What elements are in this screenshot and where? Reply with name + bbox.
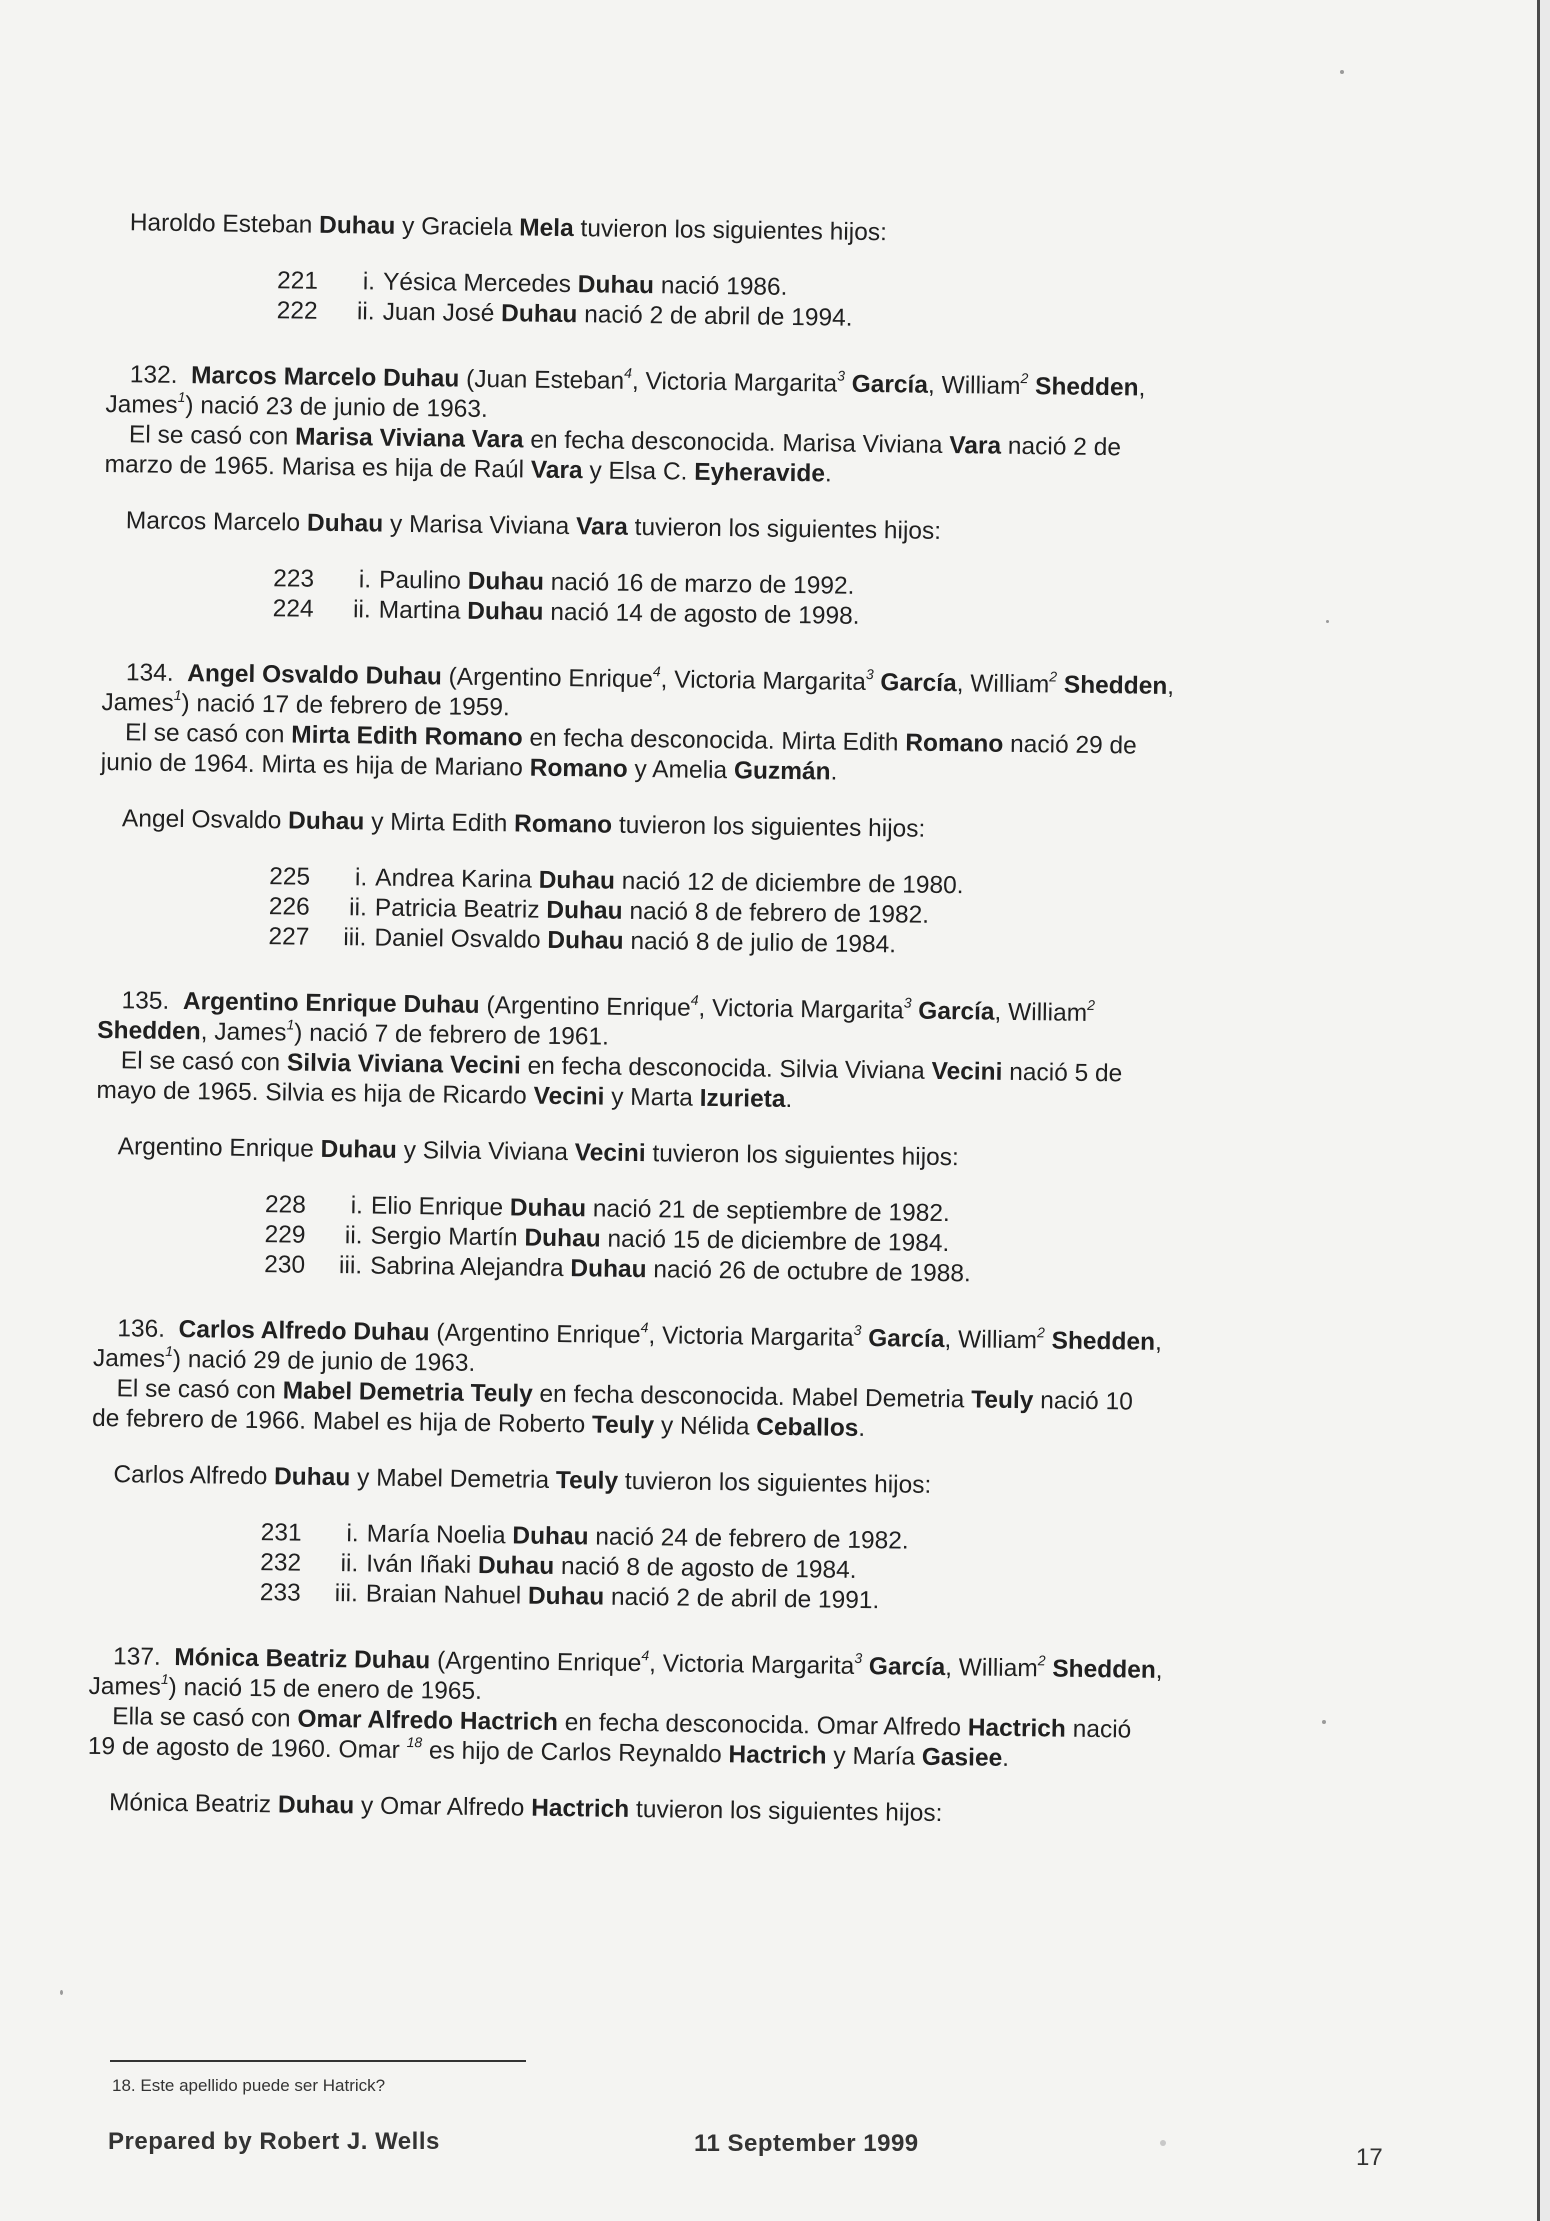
children-intro: Angel Osvaldo Duhau y Mirta Edith Romano tuvieron los siguientes hijos:: [121, 805, 926, 843]
children-intro: Mónica Beatriz Duhau y Omar Alfredo Hactrich tuvieron los siguientes hijos:: [108, 1789, 943, 1828]
child-number: 232: [260, 1549, 302, 1577]
child-index: i.: [358, 566, 372, 594]
person-entry-132: 132. Marcos Marcelo Duhau (Juan Esteban$^4$, Victoria Margarita$^3$ García, William$^2$ Shedden, James$^1$) nació 23 de junio de 1963. El se casó con Marisa Viviana Vara en fecha desconocida. Marisa Viviana Vara nació 2 de marzo de 1965. Marisa es hija de Raúl Vara y Elsa C. Eyheravide.: [104, 361, 1146, 488]
child-index: i.: [354, 864, 368, 892]
scan-speck: [1326, 620, 1329, 623]
child-number: 222: [276, 297, 318, 325]
child-index: ii.: [340, 1550, 359, 1578]
child-text: Andrea Karina Duhau nació 12 de diciembre de 1980.: [375, 864, 964, 900]
child-text: Patricia Beatriz Duhau nació 8 de febrero de 1982.: [374, 894, 930, 929]
child-text: Elio Enrique Duhau nació 21 de septiembre de 1982.: [370, 1192, 950, 1228]
child-index: ii.: [356, 298, 375, 326]
person-entry-137: 137. Mónica Beatriz Duhau (Argentino Enrique$^4$, Victoria Margarita$^3$ García, William$^2$ Shedden, James$^1$) nació 15 de enero de 1965. Ella se casó con Omar Alfredo Hactrich en fecha desconocida. Omar Alfredo Hactrich nació 19 de agosto de 1960. Omar $^{18}$ es hijo de Carlos Reynaldo Hactrich y María Gasiee.: [87, 1643, 1163, 1772]
child-text: Martina Duhau nació 14 de agosto de 1998.: [378, 596, 860, 630]
children-list: [260, 1518, 1391, 1623]
child-text: Juan José Duhau nació 2 de abril de 1994.: [382, 298, 853, 332]
child-index: ii.: [352, 596, 371, 624]
person-entry-134: 134. Angel Osvaldo Duhau (Argentino Enrique$^4$, Victoria Margarita$^3$ García, William$^2$ Shedden, James$^1$) nació 17 de febrero de 1959. El se casó con Mirta Edith Romano en fecha desconocida. Mirta Edith Romano nació 29 de junio de 1964. Mirta es hija de Mariano Romano y Amelia Guzmán.: [100, 659, 1175, 786]
child-index: ii.: [344, 1222, 363, 1250]
child-index: iii.: [343, 924, 367, 952]
child-text: Braian Nahuel Duhau nació 2 de abril de 1991.: [365, 1580, 880, 1615]
scan-speck: [1322, 1720, 1326, 1724]
footnote-divider: [110, 2060, 526, 2062]
footnote-reference[interactable]: 18: [406, 1733, 423, 1751]
child-index: i.: [362, 268, 376, 296]
children-intro: Haroldo Esteban Duhau y Graciela Mela tuvieron los siguientes hijos:: [129, 209, 888, 247]
child-number: 228: [264, 1191, 307, 1219]
child-number: 227: [268, 923, 310, 951]
child-text: Yésica Mercedes Duhau nació 1986.: [382, 268, 788, 301]
footer-date: 11 September 1999: [694, 2130, 919, 2157]
child-index: iii.: [338, 1252, 363, 1280]
scan-speck: [1160, 2140, 1166, 2146]
page-number: 17: [1356, 2144, 1383, 2171]
child-number: 229: [264, 1221, 306, 1249]
child-text: María Noelia Duhau nació 24 de febrero de 1982.: [366, 1520, 909, 1555]
child-number: 231: [260, 1519, 302, 1547]
child-number: 221: [276, 267, 319, 295]
child-index: iii.: [334, 1580, 359, 1608]
child-text: Sergio Martín Duhau nació 15 de diciembre de 1984.: [370, 1222, 950, 1258]
child-index: i.: [346, 1520, 359, 1548]
child-text: Daniel Osvaldo Duhau nació 8 de julio de 1984.: [374, 924, 897, 959]
children-intro: Carlos Alfredo Duhau y Mabel Demetria Teuly tuvieron los siguientes hijos:: [113, 1461, 932, 1499]
child-number: 225: [269, 863, 311, 891]
scan-speck: [1340, 70, 1344, 74]
child-index: ii.: [348, 894, 368, 922]
child-number: 230: [264, 1251, 306, 1279]
children-intro: Argentino Enrique Duhau y Silvia Viviana Vecini tuvieron los siguientes hijos:: [117, 1133, 959, 1172]
children-list: [268, 862, 1399, 967]
child-text: Iván Iñaki Duhau nació 8 de agosto de 1984.: [366, 1550, 857, 1584]
child-index: i.: [350, 1192, 364, 1220]
children-intro: Marcos Marcelo Duhau y Marisa Viviana Vara tuvieron los siguientes hijos:: [125, 507, 942, 545]
child-number: 224: [272, 595, 314, 623]
scan-speck: [60, 1990, 63, 1995]
child-number: 223: [272, 565, 315, 593]
footnote: 18. Este apellido puede ser Hatrick?: [112, 2076, 386, 2095]
children-list: [264, 1190, 1395, 1295]
footer-prepared-by: Prepared by Robert J. Wells: [108, 2128, 440, 2155]
person-entry-135: 135. Argentino Enrique Duhau (Argentino Enrique$^4$, Victoria Margarita$^3$ García, William$^2$ Shedden, James$^1$) nació 7 de febrero de 1961. El se casó con Silvia Viviana Vecini en fecha desconocida. Silvia Viviana Vecini nació 5 de mayo de 1965. Silvia es hija de Ricardo Vecini y Marta Izurieta.: [96, 987, 1123, 1114]
child-text: Paulino Duhau nació 16 de marzo de 1992.: [378, 566, 855, 600]
child-text: Sabrina Alejandra Duhau nació 26 de octubre de 1988.: [369, 1252, 971, 1288]
genealogy-content: [87, 208, 1408, 1835]
child-number: 233: [259, 1579, 301, 1607]
child-number: 226: [268, 893, 310, 921]
person-entry-136: 136. Carlos Alfredo Duhau (Argentino Enrique$^4$, Victoria Margarita$^3$ García, William$^2$ Shedden, James$^1$) nació 29 de junio de 1963. El se casó con Mabel Demetria Teuly en fecha desconocida. Mabel Demetria Teuly nació 10 de febrero de 1966. Mabel es hija de Roberto Teuly y Nélida Ceballos.: [91, 1315, 1163, 1443]
